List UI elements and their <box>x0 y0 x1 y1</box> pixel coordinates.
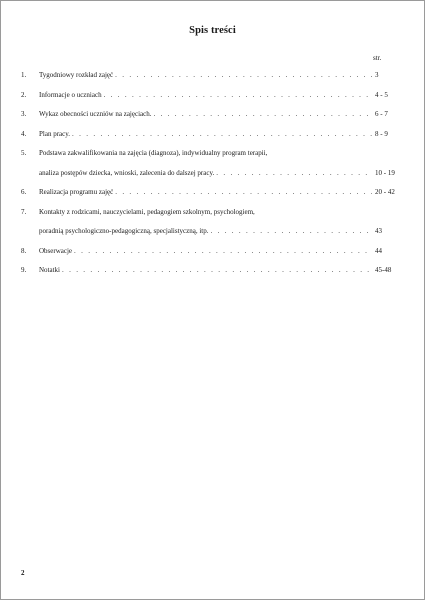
toc-entry-pages: 4 - 5 <box>375 90 388 99</box>
toc-entry[interactable] <box>21 129 401 149</box>
page-column-header: str. <box>373 54 382 62</box>
table-of-contents <box>21 70 401 285</box>
toc-entry-number: 8. <box>21 246 27 255</box>
page-number: 2 <box>21 569 25 577</box>
toc-entry-title: Informacje o uczniach <box>39 90 102 99</box>
toc-entry[interactable] <box>21 70 401 90</box>
dot-leader <box>154 109 373 119</box>
dot-leader <box>62 265 372 275</box>
toc-entry[interactable] <box>21 265 401 285</box>
toc-title: Spis treści <box>189 25 236 36</box>
toc-entry-pages: 44 <box>375 246 382 255</box>
toc-entry[interactable] <box>21 207 401 246</box>
dot-leader <box>72 129 372 139</box>
dot-leader <box>115 187 372 197</box>
toc-entry-title: Realizacja programu zajęć <box>39 188 114 196</box>
toc-entry[interactable] <box>21 246 401 266</box>
toc-entry-title: Notatki <box>39 266 60 274</box>
toc-entry-title: Wykaz obecności uczniów na zajęciach. <box>39 110 152 118</box>
toc-entry-number: 5. <box>21 149 27 157</box>
dot-leader <box>104 90 372 100</box>
toc-entry-title-line: Kontakty z rodzicami, nauczycielami, pedagogiem szkolnym, psychologiem, <box>39 207 255 216</box>
toc-entry-number: 1. <box>21 71 27 79</box>
toc-entry-pages: 45-48 <box>375 266 392 274</box>
dot-leader <box>74 246 372 256</box>
toc-entry-title-line: analiza postępów dziecka, wnioski, zalecenia do dalszej pracy. <box>39 168 215 177</box>
toc-entry-title: Plan pracy. <box>39 129 71 138</box>
toc-entry-number: 2. <box>21 90 27 99</box>
toc-entry-number: 3. <box>21 110 27 118</box>
toc-entry-number: 6. <box>21 188 27 196</box>
toc-entry-pages: 43 <box>375 227 382 235</box>
toc-entry-pages: 10 - 19 <box>375 168 395 177</box>
toc-entry[interactable] <box>21 187 401 207</box>
toc-entry-title: Obserwacje <box>39 246 73 255</box>
toc-entry-number: 9. <box>21 266 27 274</box>
toc-entry-pages: 20 - 42 <box>375 188 395 196</box>
toc-entry[interactable] <box>21 109 401 129</box>
toc-entry[interactable] <box>21 90 401 110</box>
dot-leader <box>216 168 372 178</box>
toc-entry-pages: 3 <box>375 71 379 79</box>
dot-leader <box>115 70 372 80</box>
toc-entry-title-line: poradnią psychologiczno-pedagogiczną, specjalistyczną, itp. <box>39 227 209 235</box>
toc-entry-pages: 8 - 9 <box>375 129 388 138</box>
toc-entry[interactable] <box>21 148 401 187</box>
toc-entry-number: 4. <box>21 129 27 138</box>
dot-leader <box>211 226 373 236</box>
toc-entry-title-line: Podstawa zakwalifikowania na zajęcia (diagnoza), indywidualny program terapii, <box>39 149 268 157</box>
toc-entry-pages: 6 - 7 <box>375 110 388 118</box>
toc-entry-number: 7. <box>21 207 27 216</box>
toc-entry-title: Tygodniowy rozkład zajęć <box>39 71 114 79</box>
